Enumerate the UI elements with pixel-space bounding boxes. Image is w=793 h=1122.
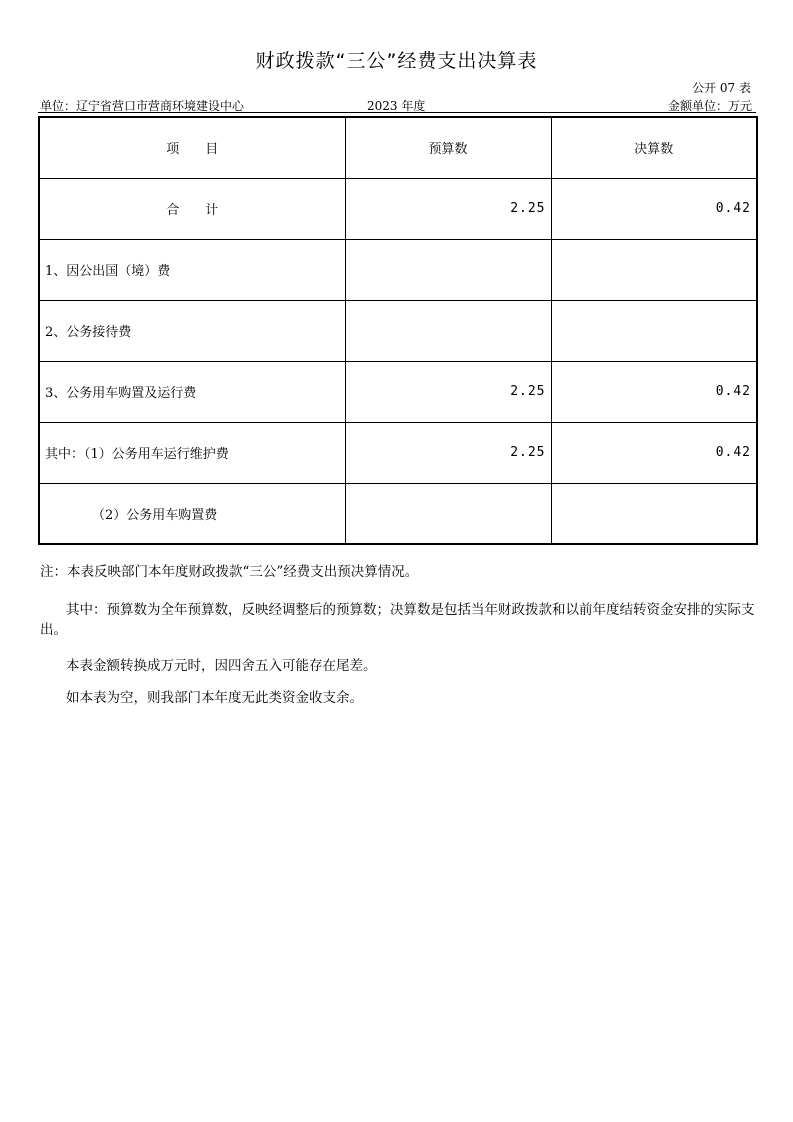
fiscal-year: 2023 年度 (367, 99, 426, 113)
row-budget: 2.25 (345, 361, 551, 422)
table-row (39, 239, 757, 300)
row-budget: 2.25 (345, 178, 551, 239)
row-final (551, 300, 757, 361)
row-item: 合 计 (39, 178, 345, 239)
row-item: （2）公务用车购置费 (39, 483, 345, 544)
table-header-row (39, 117, 757, 178)
header-final: 决算数 (551, 117, 757, 178)
row-final (551, 239, 757, 300)
row-budget (345, 483, 551, 544)
row-budget (345, 239, 551, 300)
page-title: 财政拨款“三公”经费支出决算表 (255, 50, 538, 72)
header-budget: 预算数 (345, 117, 551, 178)
row-budget: 2.25 (345, 422, 551, 483)
row-item: 1、因公出国（境）费 (39, 239, 345, 300)
row-final: 0.42 (551, 422, 757, 483)
row-item: 3、公务用车购置及运行费 (39, 361, 345, 422)
notes (40, 562, 756, 708)
expense-table (38, 116, 758, 545)
meta-row (40, 97, 752, 113)
table-row (39, 422, 757, 483)
note-scope: 注：本表反映部门本年度财政拨款“三公”经费支出预决算情况。 (40, 564, 419, 580)
table-row-total (39, 178, 757, 239)
table-row (39, 300, 757, 361)
row-item: 其中：（1）公务用车运行维护费 (39, 422, 345, 483)
note-empty: 如本表为空，则我部门本年度无此类资金收支余。 (66, 690, 363, 706)
header-item: 项 目 (39, 117, 345, 178)
header-rule (38, 112, 756, 113)
row-item: 2、公务接待费 (39, 300, 345, 361)
row-final: 0.42 (551, 178, 757, 239)
row-final: 0.42 (551, 361, 757, 422)
table-row (39, 483, 757, 544)
row-budget (345, 300, 551, 361)
note-definitions: 其中：预算数为全年预算数，反映经调整后的预算数；决算数是包括当年财政拨款和以前年度结转资金安排的实际支出。 (40, 602, 755, 638)
note-rounding: 本表金额转换成万元时，因四舍五入可能存在尾差。 (66, 658, 377, 674)
table-row (39, 361, 757, 422)
row-final (551, 483, 757, 544)
form-code: 公开 07 表 (692, 81, 751, 95)
money-unit: 金额单位：万元 (667, 99, 752, 113)
reporting-unit: 单位：辽宁省营口市营商环境建设中心 (40, 99, 245, 113)
